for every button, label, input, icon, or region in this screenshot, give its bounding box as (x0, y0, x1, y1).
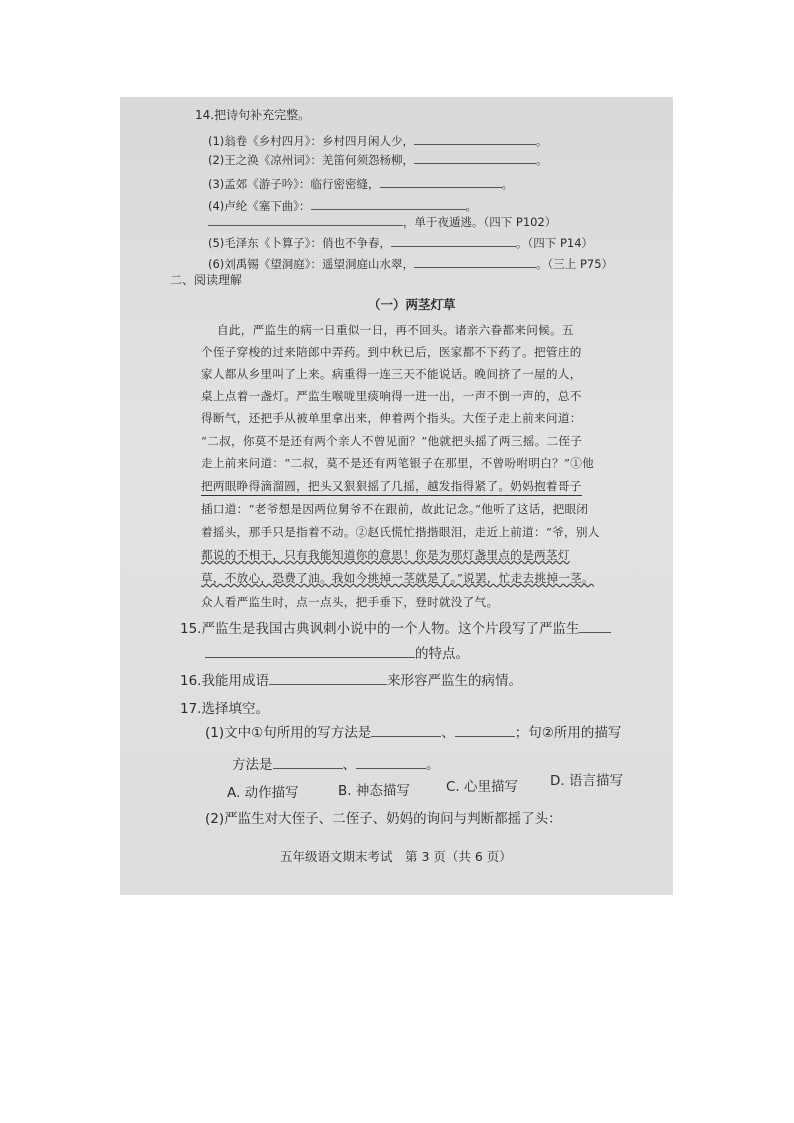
q17-1-line2: 方法是 、 。 (232, 757, 440, 773)
q15-line1: 15.严监生是我国古典讽刺小说中的一个人物。这个片段写了严监生 (180, 620, 611, 638)
section-heading-reading: 二、阅读理解 (170, 273, 243, 287)
q14-heading: 14.把诗句补充完整。 (195, 108, 311, 122)
q15-line2: 的特点。 (205, 645, 469, 663)
passage-line: 众人看严监生时，点一点头，把手垂下，登时就没了气。 (201, 595, 499, 609)
passage-line: 插口道：“老爷想是因两位舅爷不在跟前，故此记念。”他听了这话，把眼闭 (201, 502, 589, 516)
passage-line: 家人都从乡里叫了上来。病重得一连三天不能说话。晚间挤了一屋的人， (201, 367, 582, 381)
option-a[interactable]: A. 动作描写 (227, 785, 299, 801)
passage-line: 得断气，还把手从被单里拿出来，伸着两个指头。大侄子走上前来问道： (201, 411, 582, 425)
option-d[interactable]: D. 语言描写 (550, 773, 623, 789)
answer-blank[interactable] (414, 151, 536, 164)
passage-line-underlined: 把两眼睁得滴溜圆，把头又狠狠摇了几摇，越发指得紧了。奶妈抱着哥子 (201, 478, 582, 496)
poem-item-6: (6)刘禹锡《望洞庭》：遥望洞庭山水翠， 。（三上 P75） (208, 257, 614, 271)
passage-line: 走上前来问道：“二叔，莫不是还有两笔银子在那里，不曾吩咐明白？”①他 (201, 456, 595, 470)
answer-blank[interactable] (414, 255, 536, 268)
answer-blank[interactable] (579, 620, 611, 633)
answer-blank[interactable] (414, 132, 536, 145)
passage-line: 自此，严监生的病一日重似一日，再不回头。诸亲六眷都来问候。五 (217, 323, 574, 337)
answer-blank[interactable] (455, 724, 515, 737)
poem-item-3: (3)孟郊《游子吟》：临行密密缝， 。 (208, 177, 514, 191)
poem-item-text: (2)王之涣《凉州词》：羌笛何须怨杨柳， (208, 153, 415, 167)
q16: 16.我能用成语 来形容严监生的病情。 (180, 673, 522, 689)
exam-page (120, 97, 673, 895)
passage-line: 桌上点着一盏灯。严监生喉咙里痰响得一进一出，一声不倒一声的，总不 (201, 389, 582, 403)
poem-item-text: (4)卢纶《塞下曲》： (208, 199, 311, 213)
poem-item-text: (1)翁卷《乡村四月》：乡村四月闲人少， (208, 134, 415, 148)
poem-item-2: (2)王之涣《凉州词》：羌笛何须怨杨柳， 。 (208, 153, 548, 167)
passage-line-wavy: 草，不放心，恐费了油。我如今挑掉一茎就是了。”说罢，忙走去挑掉一茎。 (201, 571, 594, 585)
poem-item-text: (3)孟郊《游子吟》：临行密密缝， (208, 177, 380, 191)
q17-1-line1: (1)文中①句所用的写方法是 、 ；句②所用的描写 (205, 725, 622, 741)
answer-blank[interactable] (273, 756, 343, 769)
passage-line: “二叔，你莫不是还有两个亲人不曾见面？”他就把头摇了两三摇。二侄子 (201, 434, 583, 448)
answer-blank[interactable] (391, 234, 516, 247)
poem-item-text: (6)刘禹锡《望洞庭》：遥望洞庭山水翠， (208, 257, 415, 271)
answer-blank[interactable] (205, 645, 415, 658)
poem-item-1: (1)翁卷《乡村四月》：乡村四月闲人少， 。 (208, 134, 548, 148)
answer-blank[interactable] (380, 175, 502, 188)
q17-heading: 17.选择填空。 (180, 701, 269, 717)
page-footer: 五年级语文期末考试 第 3 页（共 6 页） (280, 849, 512, 864)
answer-blank[interactable] (269, 672, 387, 685)
answer-blank[interactable] (311, 197, 466, 210)
option-b[interactable]: B. 神态描写 (338, 783, 410, 799)
poem-item-5: (5)毛泽东《卜算子》：俏也不争春， 。（四下 P14） (208, 236, 594, 250)
poem-item-text: (5)毛泽东《卜算子》：俏也不争春， (208, 236, 392, 250)
option-c[interactable]: C. 心里描写 (446, 779, 519, 795)
passage-line: 个侄子穿梭的过来陪郎中弄药。到中秋已后，医家都不下药了。把管庄的 (201, 345, 582, 359)
answer-blank[interactable] (371, 724, 441, 737)
answer-blank[interactable] (356, 756, 426, 769)
q17-2: (2)严监生对大侄子、二侄子、奶妈的询问与判断都摇了头： (205, 811, 562, 827)
poem-item-4: (4)卢纶《塞下曲》： 。 (208, 199, 478, 213)
poem-item-4-tail-line: ，单于夜遁逃。（四下 P102） (208, 213, 556, 230)
passage-line: 着摇头，那手只是指着不动。②赵氏慌忙揩揩眼泪，走近上前道：“爷，别人 (201, 525, 600, 539)
answer-blank[interactable] (208, 213, 403, 226)
passage-line-wavy: 都说的不相干，只有我能知道你的意思！你是为那灯盏里点的是两茎灯 (201, 548, 570, 562)
passage-title: （一）两茎灯草 (368, 297, 456, 312)
